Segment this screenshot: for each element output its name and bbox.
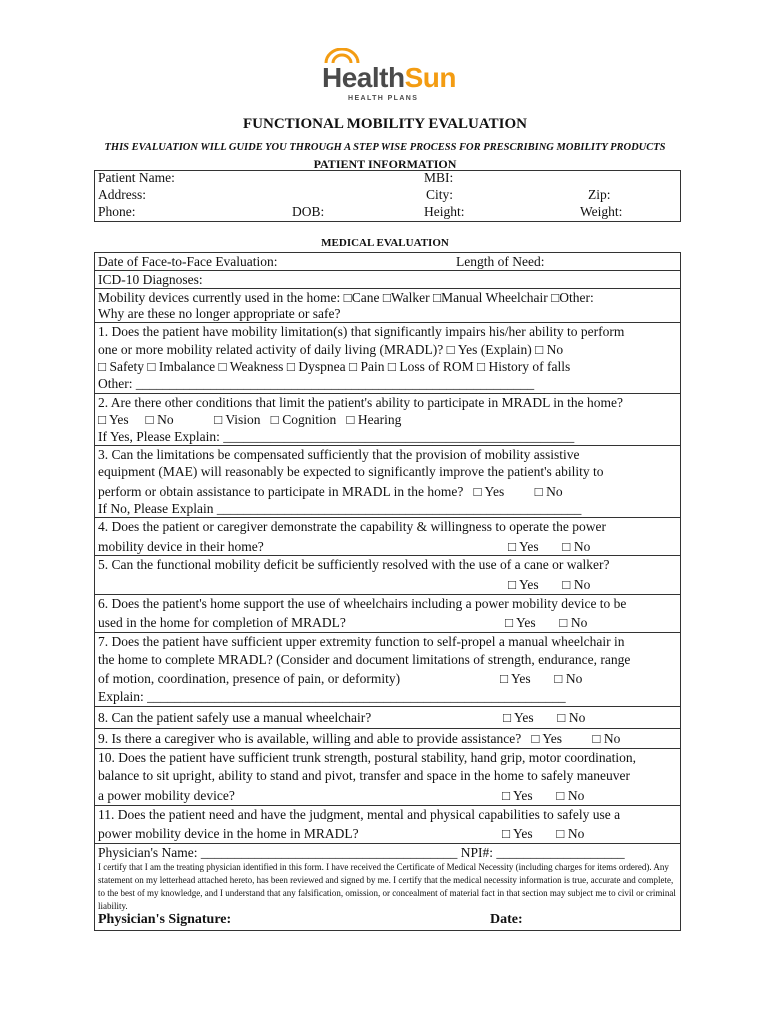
- question-8-yes-no: □ Yes □ No: [503, 710, 586, 725]
- city-label: City:: [426, 187, 454, 202]
- question-1-other: Other: ___________________________________________________________: [98, 376, 535, 391]
- question-2-line-1: 2. Are there other conditions that limit the patient's ability to participate in MRADL in the home?: [98, 395, 623, 410]
- question-6-yes-no: □ Yes □ No: [505, 615, 588, 630]
- question-11-line-1: 11. Does the patient need and have the judgment, mental and physical capabilities to safely use a: [98, 807, 621, 822]
- question-2-options: □ Yes □ No □ Vision □ Cognition □ Hearing: [98, 412, 402, 427]
- dob-label: DOB:: [292, 204, 325, 219]
- question-5-line-1: 5. Can the functional mobility deficit be sufficiently resolved with the use of a cane or walker?: [98, 557, 610, 572]
- question-10-line-1: 10. Does the patient have sufficient trunk strength, postural stability, hand grip, motor coordination,: [98, 750, 637, 765]
- question-6-line-2: used in the home for completion of MRADL?: [98, 615, 346, 630]
- question-4-line-2: mobility device in their home?: [98, 539, 264, 554]
- weight-label: Weight:: [580, 204, 623, 219]
- physician-name-npi-line: Physician's Name: ______________________________________ NPI#: ___________________: [98, 845, 625, 860]
- logo-wordmark: HealthSun: [322, 62, 456, 93]
- question-3-line-2: equipment (MAE) will reasonably be expected to significantly improve the patient's ability to: [98, 464, 604, 479]
- length-of-need-label: Length of Need:: [456, 254, 545, 269]
- question-3-line-3: perform or obtain assistance to participate in MRADL in the home? □ Yes □ No: [98, 484, 563, 499]
- devices-used-line: Mobility devices currently used in the home: □Cane □Walker □Manual Wheelchair □Other:: [98, 290, 594, 305]
- patient-name-label: Patient Name:: [98, 170, 175, 185]
- height-label: Height:: [424, 204, 465, 219]
- patient-info-heading: PATIENT INFORMATION: [313, 157, 457, 171]
- zip-label: Zip:: [588, 187, 611, 202]
- form-subtitle: THIS EVALUATION WILL GUIDE YOU THROUGH A STEP WISE PROCESS FOR PRESCRIBING MOBILITY PRODUCTS: [104, 142, 666, 153]
- question-3-line-1: 3. Can the limitations be compensated sufficiently that the provision of mobility assistive: [98, 447, 580, 462]
- question-7-line-3: of motion, coordination, presence of pain, or deformity): [98, 671, 401, 686]
- mbi-label: MBI:: [424, 170, 454, 185]
- question-1-line-2: one or more mobility related activity of daily living (MRADL)? □ Yes (Explain) □ No: [98, 342, 564, 357]
- question-4-yes-no: □ Yes □ No: [508, 539, 591, 554]
- question-10-line-2: balance to sit upright, ability to stand and pivot, transfer and space in the home to safely maneuver: [98, 768, 630, 783]
- question-10-line-3: a power mobility device?: [98, 788, 235, 803]
- question-7-yes-no: □ Yes □ No: [500, 671, 583, 686]
- form-title: FUNCTIONAL MOBILITY EVALUATION: [243, 116, 527, 132]
- question-9-line: 9. Is there a caregiver who is available, willing and able to provide assistance? □ Yes □ No: [98, 731, 621, 746]
- question-3-explain: If No, Please Explain ______________________________________________________: [98, 501, 582, 516]
- certification-statement: I certify that I am the treating physician identified in this form. I have received the Certificate of Medical Necessity (including charges for items ordered). Any statement on my letterhead attached hereto, has been reviewed and signed by me. I certify that the medical necessity information is true, accurate and complete, to the best of my knowledge, and I understand that any falsification, omission, or concealment of material fact in that section may subject me to civil or criminal liability.: [98, 862, 676, 911]
- question-4-line-1: 4. Does the patient or caregiver demonstrate the capability & willingness to operate the power: [98, 519, 606, 534]
- icd10-label: ICD-10 Diagnoses:: [98, 272, 203, 287]
- question-7-line-1: 7. Does the patient have sufficient upper extremity function to self-propel a manual wheelchair in: [98, 634, 625, 649]
- question-7-line-2: the home to complete MRADL? (Consider and document limitations of strength, endurance, range: [98, 652, 631, 667]
- why-not-appropriate-line: Why are these no longer appropriate or safe?: [98, 306, 341, 321]
- logo-tagline: HEALTH PLANS: [348, 95, 419, 102]
- question-6-line-1: 6. Does the patient's home support the use of wheelchairs including a power mobility device to be: [98, 596, 627, 611]
- face-to-face-date-label: Date of Face-to-Face Evaluation:: [98, 254, 278, 269]
- question-7-explain: Explain: ______________________________________________________________: [98, 689, 566, 704]
- medical-evaluation-heading: MEDICAL EVALUATION: [321, 237, 449, 249]
- signature-date-label: Date:: [490, 912, 523, 927]
- question-5-yes-no: □ Yes □ No: [508, 577, 591, 592]
- question-10-yes-no: □ Yes □ No: [502, 788, 585, 803]
- healthsun-logo: [318, 48, 458, 108]
- question-1-options: □ Safety □ Imbalance □ Weakness □ Dyspnea □ Pain □ Loss of ROM □ History of falls: [98, 359, 571, 374]
- question-2-explain: If Yes, Please Explain: ____________________________________________________: [98, 429, 575, 444]
- phone-label: Phone:: [98, 204, 136, 219]
- question-1-line-1: 1. Does the patient have mobility limitation(s) that significantly impairs his/her ability to perform: [98, 324, 625, 339]
- question-11-line-2: power mobility device in the home in MRADL?: [98, 826, 359, 841]
- question-11-yes-no: □ Yes □ No: [502, 826, 585, 841]
- question-8-line: 8. Can the patient safely use a manual wheelchair?: [98, 710, 372, 725]
- physician-signature-label: Physician's Signature:: [98, 912, 232, 927]
- address-label: Address:: [98, 187, 146, 202]
